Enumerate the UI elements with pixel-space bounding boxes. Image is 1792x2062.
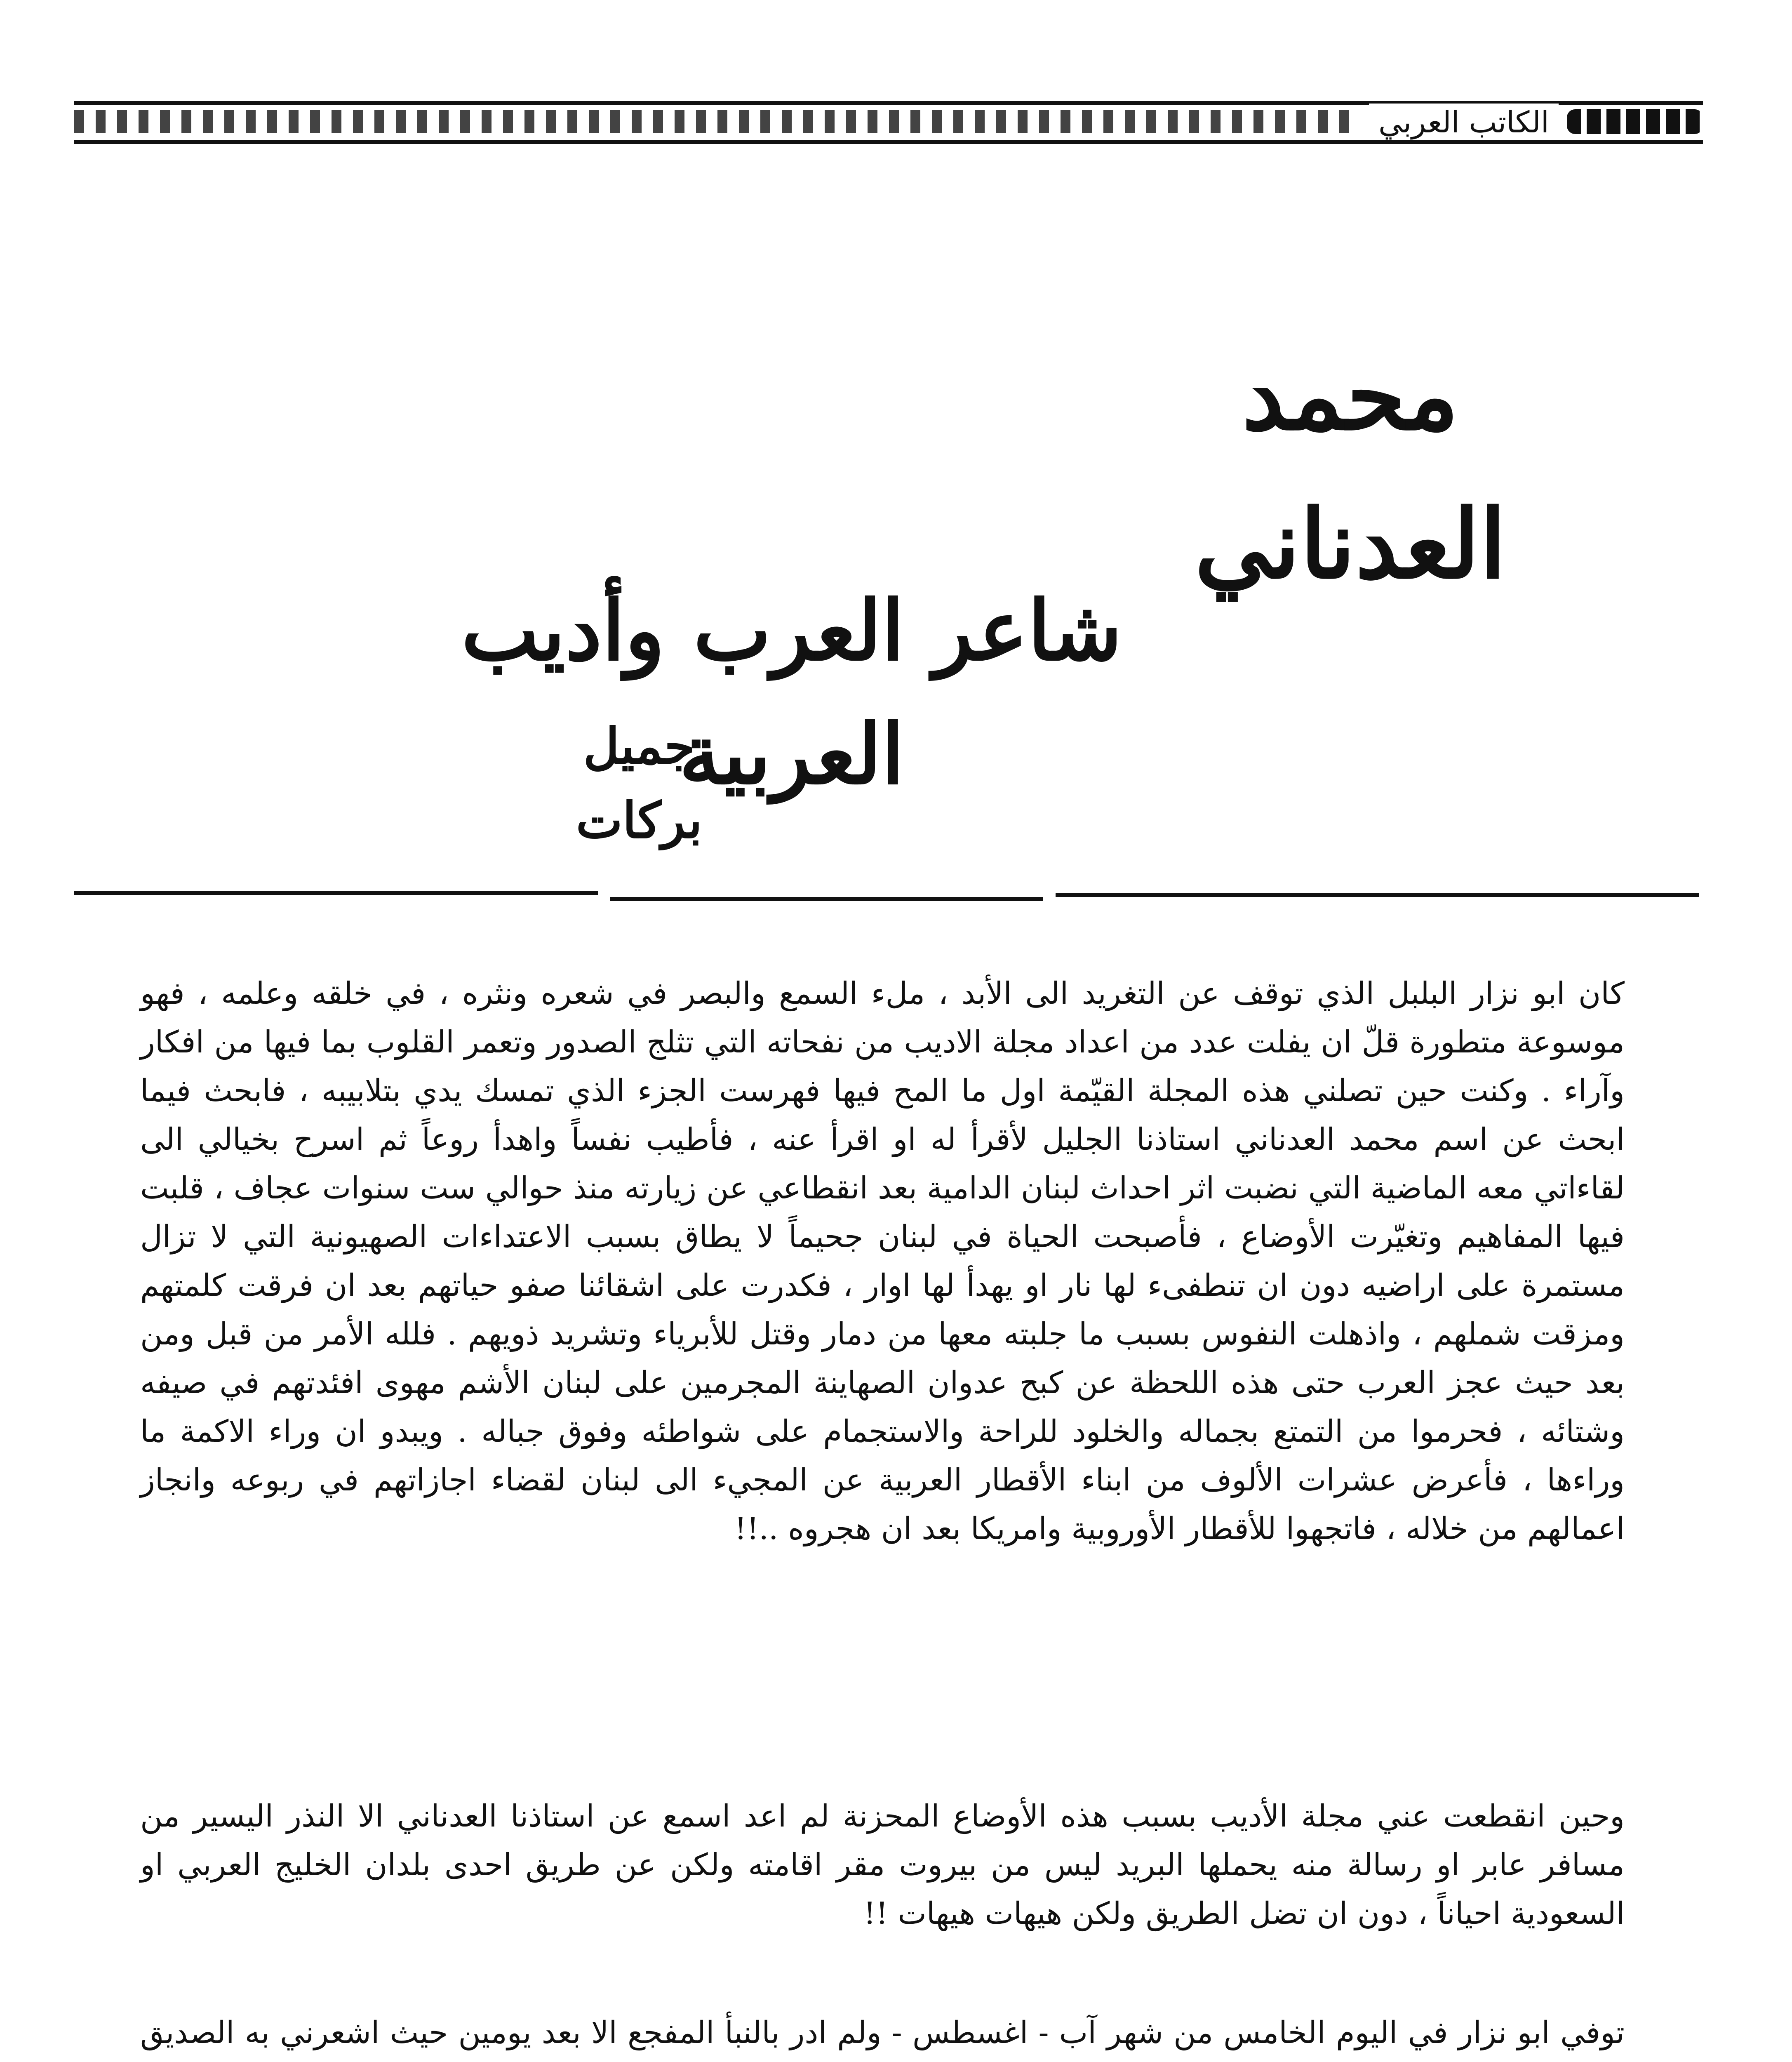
title-rule-left — [74, 891, 598, 895]
title-rule-right — [1056, 893, 1699, 897]
magazine-name: الكاتب العربي — [1369, 104, 1559, 141]
article-title: شاعر العرب وأديب العربية — [461, 582, 1122, 803]
paragraph-1: كان ابو نزار البلبل الذي توقف عن التغريد الى الأبد ، ملء السمع والبصر في شعره ونثره ، في خلقه وعلمه ، فهو موسوعة متطورة قلّ ان يفلت عدد من اعداد مجلة الاديب من نفحاته التي تثلج الصدور وتعمر القلوب بما فيها من افكار وآراء . وكنت حين تصلني هذه المجلة القيّمة اول ما المح فيها فهرست الجزء الذي تمسك يدي بتلابيبه ، فابحث فيما ابحث عن اسم محمد العدناني استاذنا الجليل لأقرأ له او اقرأ عنه ، فأطيب نفساً واهدأ روعاً ثم اسرح بخيالي الى لقاءاتي معه الماضية التي نضبت اثر احداث لبنان الدامية بعد انقطاعي عن زيارته منذ حوالي ست سنوات عجاف ، قلبت فيها المفاهيم وتغيّرت الأوضاع ، فأصبحت الحياة في لبنان جحيماً لا يطاق بسبب الاعتداءات الصهيونية التي لا تزال مستمرة على اراضيه دون ان تنطفىء لها نار او يهدأ لها اوار ، فكدرت على اشقائنا صفو حياتهم بعد ان فرقت كلمتهم ومزقت شملهم ، واذهلت النفوس بسبب ما جلبته معها من دمار وقتل للأبرياء وتشريد ذويهم . فلله الأمر من قبل ومن بعد حيث عجز العرب حتى هذه اللحظة عن كبح عدوان الصهاينة المجرمين على لبنان الأشم مهوى افئدتهم في صيفه وشتائه ، فحرموا من التمتع بجماله والخلود للراحة والاستجمام على شواطئه وفوق جباله . ويبدو ان وراء الاكمة ما وراءها ، فأعرض عشرات الألوف من ابناء الأقطار العربية عن المجيء الى لبنان لقضاء اجازاتهم في ربوعه وانجاز اعمالهم من خلاله ، فاتجهوا للأقطار الأوروبية وامريكا بعد ان هجروه ..!! — [140, 976, 1625, 1546]
paragraph-2: وحين انقطعت عني مجلة الأديب بسبب هذه الأوضاع المحزنة لم اعد اسمع عن استاذنا العدناني الا النذر اليسير من مسافر عابر او رسالة منه يحملها البريد ليس من بيروت مقر اقامته ولكن عن طريق احدى بلدان الخليج العربي او السعودية احياناً ، دون ان تضل الطريق ولكن هيهات هيهات !! — [140, 1798, 1625, 1931]
page-header — [74, 101, 1703, 146]
article-author: جميل بركات — [576, 717, 703, 850]
paragraph-3: توفي ابو نزار في اليوم الخامس من شهر آب - اغسطس - ولم ادر بالنبأ المفجع الا بعد يومين حيث اشعرني به الصديق — [140, 2015, 1625, 2050]
header-ornament-right — [1567, 109, 1703, 134]
header-ornament-left — [74, 110, 1352, 133]
title-rule-middle — [610, 897, 1043, 901]
header-bottom-rule — [74, 140, 1703, 144]
honoree-name: محمد العدناني — [1195, 340, 1506, 600]
